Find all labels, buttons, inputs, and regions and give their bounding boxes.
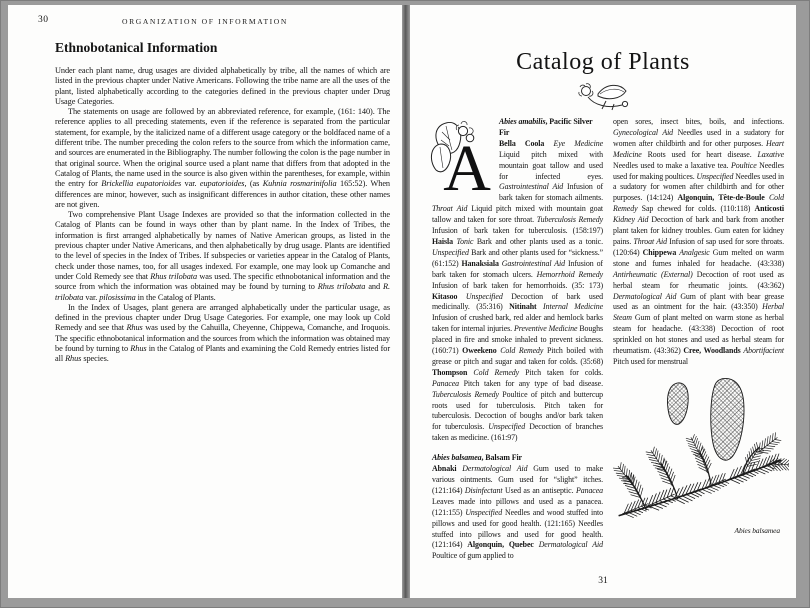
column-right xyxy=(613,117,784,537)
entry-abies-balsamea xyxy=(432,453,603,562)
column-left xyxy=(432,117,603,562)
entry-heading: Abies amabilis, Pacific Silver Fir xyxy=(499,117,593,137)
paragraph: Under each plant name, drug usages are divided alphabetically by tribe, all the names of which are listed in the previous chapter under Native Americans. Following the tribe name are all the uses of the plant, listed alphabetically according to the categories defined in the previous chapter under Drug Usage Categories. xyxy=(55,66,390,106)
drop-cap-letter: A xyxy=(443,132,491,194)
section-heading: Ethnobotanical Information xyxy=(55,40,218,55)
entry-heading: Abies balsamea, Balsam Fir xyxy=(432,453,522,463)
fir-branch-with-cones-illustration xyxy=(613,375,784,537)
entry-body: Abnaki Dermatological Aid Gum used to make various ointments. Gum used for “slight” itches. (121:164) Disinfectant Used as an antiseptic. Panacea Leaves made into pillows and used as a panacea. (121:155) Unspecified Needles and wood stuffed into pillows and used for good health. (121:165) Needles stuffed into pillows and used for good health. (121:164) Algonquin, Quebec Dermatological Aid Poultice of gum applied to xyxy=(432,464,604,561)
chapter-title: Catalog of Plants xyxy=(516,49,690,75)
entry-abies-amabilis xyxy=(432,117,603,444)
page-31 xyxy=(410,5,796,598)
folio-right: 31 xyxy=(598,576,608,586)
page-30 xyxy=(8,5,402,598)
paragraph: Two comprehensive Plant Usage Indexes are provided so that the information collected in the Catalog of Plants can be found in ways other than by plant name. In the Index of Tribes, the information is first arranged alphabetically by names of Native American groups, as listed in the previous chapter under Native Americans, and then alphabetically by drug usage. Plants are identified to the level of species in the Index of Tribes. If subspecies or varieties appear in the Catalog of Plants, check under those names, too, for all usages indexed. For example, one may look up Comanche and under Cold Remedy see that Rhus trilobata was used. The specific ethnobotanical information and the source from which the information was obtained may be found by turning to Rhus trilobata and R. trilobata var. pilosissima in the Catalog of Plants. xyxy=(55,210,391,302)
flower-sprig-icon xyxy=(410,79,796,118)
paragraph: The statements on usage are followed by an abbreviated reference, for example, (161: 140). The reference applies to all preceding statements, even if the reference is separated from the particular statement, for example, by the italicized name of a different usage category or the boldfaced name of a different tribe. The number preceding the colon refers to the source from which the information came, and sources are enumerated in the Bibliography. The number following the colon is the page number in that original source. When the original source used a plant name that differs from that adopted in the Catalog of Plants, the name used in the source is also given within the parentheses, for example, within the entry for Brickellia eupatorioides var. eupatorioides, (as Kuhnia rosmarinifolia 165:52). When differences are minor, however, such as insignificant differences in author citation, these other names are not given. xyxy=(55,107,390,209)
entry-body-continued: open sores, insect bites, boils, and infections. Gynecological Aid Needles used in a sudatory for women after childbirth and for other purposes. Heart Medicine Roots used for heart disease. Laxative Needles used to make a laxative tea. Poultice Needles used for making poultices. Unspecified Needles used in a sudatory for women after childbirth and for other purposes. (14:124) Algonquin, Tête-de-Boule Cold Remedy Sap chewed for colds. (110:118) Anticosti Kidney Aid Decoction of bark and bark from another plant taken for kidney troubles. Gum eaten for kidney pains. Throat Aid Infusion of sap used for sore throats. (120:64) Chippewa Analgesic Gum melted on warm stone and fumes inhaled for headache. (43:338) Antirheumatic (External) Decoction of root used as herbal steam for rheumatic joints. (43:362) Dermatological Aid Gum of plant with bear grease used as an ointment for the hair. (43:350) Herbal Steam Gum of plant melted on warm stone as herbal steam for headache. (43:338) Decoction of root sprinkled on hot stones and used as herbal steam for rheumatism. (43:362) Cree, Woodlands Abortifacient Pitch used for menstrual xyxy=(613,117,785,366)
paragraph: In the Index of Usages, plant genera are arranged alphabetically under the particular usage, as defined in the previous chapter under Drug Usage Categories. For example, one may look up Cold Remedy and see that Rhus was used by the Cahuilla, Cheyenne, Chippewa, Comanche, and Iroquois. The specific ethnobotanical information and the sources from which the information was obtained may be found by turning to Rhus in the Catalog of Plants and examining the Cold Remedy entries listed for all Rhus species. xyxy=(55,302,391,364)
book-spine xyxy=(402,5,410,598)
folio-left: 30 xyxy=(38,15,49,25)
running-head: ORGANIZATION OF INFORMATION xyxy=(122,17,288,26)
leaf-and-flower-drop-cap-icon xyxy=(430,118,494,194)
figure-caption: Abies balsamea xyxy=(734,525,780,535)
left-page-body xyxy=(55,66,390,365)
entry-body: Bella Coola Eye Medicine Liquid pitch mixed with mountain goat tallow and used for infected eyes. Gastrointestinal Aid Infusion of bark taken for stomach ailments. Throat Aid Liquid pitch mixed with mountain goat tallow and taken for sore throat. Tuberculosis Remedy Infusion of bark taken for tuberculosis. (158:197) Haisla Tonic Bark and other plants used as a tonic. Unspecified Bark and other plants used for “sickness.” (61:152) Hanaksiala Gastrointestinal Aid Infusion of bark taken for stomach ulcers. Hemorrhoid Remedy Infusion of bark taken for hemorrhoids. (35: 173) Kitasoo Unspecified Decoction of bark used medicinally. (35:316) Nitinaht Internal Medicine Infusion of crushed bark, red alder and hemlock barks taken for internal injuries. Preventive Medicine Boughs placed in fire and smoke inhaled to prevent sickness. (160:71) Oweekeno Cold Remedy Pitch boiled with grease or pitch and sugar and taken for colds. (35:68) Thompson Cold Remedy Pitch taken for colds. Panacea Pitch taken for any type of bad disease. Tuberculosis Remedy Poultice of pitch and buttercup roots used for tuberculosis. Pitch taken for tuberculosis. Decoction of boughs and/or bark taken for tuberculosis. Unspecified Decoction of branches taken as medicine. (161:97) xyxy=(432,138,604,443)
